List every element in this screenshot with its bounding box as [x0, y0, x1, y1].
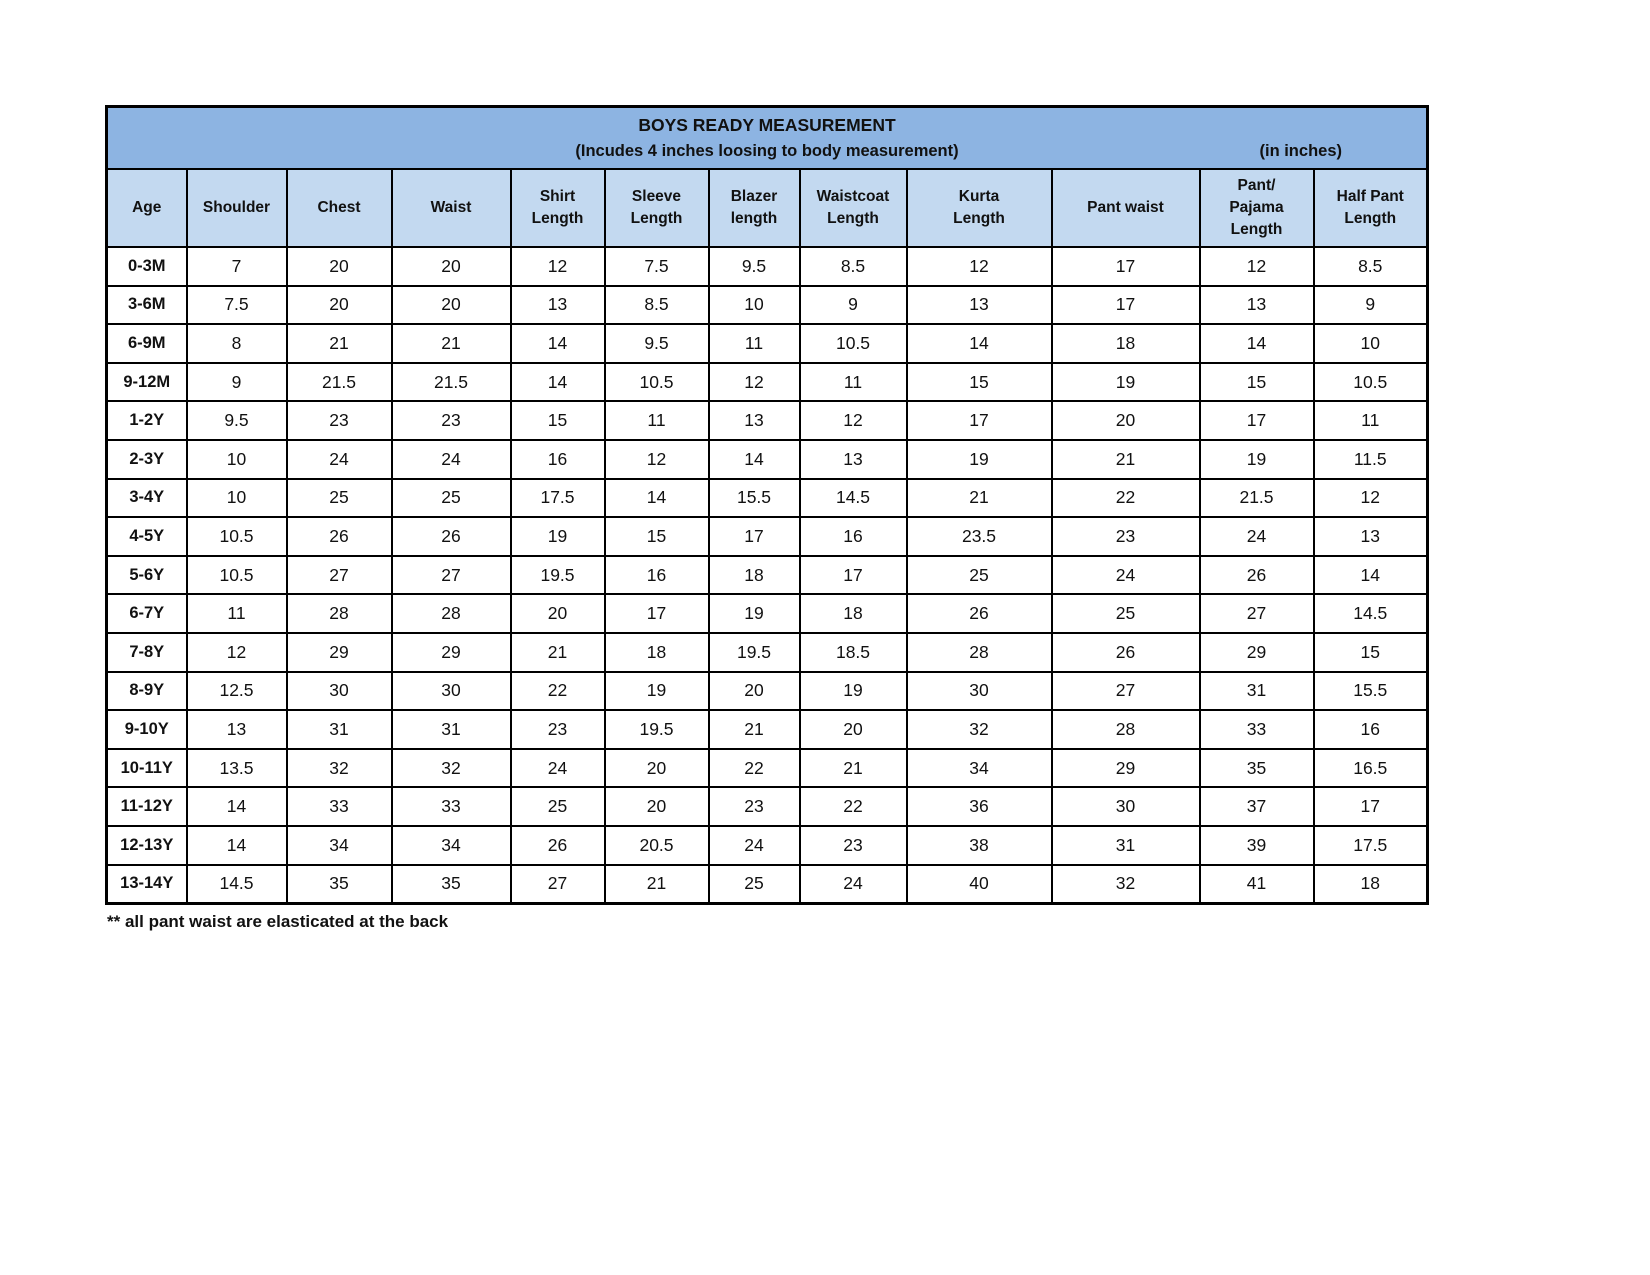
measurement-cell: 19	[1052, 363, 1200, 402]
measurement-cell: 10.5	[187, 517, 287, 556]
measurement-cell: 23	[511, 710, 605, 749]
measurement-cell: 20	[511, 594, 605, 633]
measurement-cell: 16	[605, 556, 709, 595]
measurement-cell: 8.5	[605, 286, 709, 325]
measurement-cell: 14	[511, 363, 605, 402]
measurement-cell: 18.5	[800, 633, 907, 672]
measurement-cell: 35	[1200, 749, 1314, 788]
measurement-cell: 15.5	[709, 479, 800, 518]
measurement-cell: 20	[605, 787, 709, 826]
measurement-cell: 23	[1052, 517, 1200, 556]
measurement-cell: 28	[907, 633, 1052, 672]
measurement-cell: 20	[800, 710, 907, 749]
measurement-cell: 21	[605, 865, 709, 904]
measurement-cell: 15	[907, 363, 1052, 402]
measurement-cell: 28	[287, 594, 392, 633]
measurement-cell: 18	[605, 633, 709, 672]
measurement-cell: 14	[511, 324, 605, 363]
row-header-age: 1-2Y	[107, 401, 187, 440]
measurement-cell: 17.5	[1314, 826, 1428, 865]
measurement-cell: 20	[1052, 401, 1200, 440]
row-header-age: 12-13Y	[107, 826, 187, 865]
measurement-cell: 11	[800, 363, 907, 402]
measurement-cell: 19	[511, 517, 605, 556]
measurement-cell: 40	[907, 865, 1052, 904]
table-row	[107, 749, 1428, 788]
measurement-cell: 24	[287, 440, 392, 479]
measurement-cell: 14	[187, 826, 287, 865]
measurement-cell: 9.5	[187, 401, 287, 440]
row-header-age: 3-6M	[107, 286, 187, 325]
measurement-cell: 32	[287, 749, 392, 788]
measurement-table	[105, 105, 1429, 905]
table-row	[107, 401, 1428, 440]
measurement-cell: 19.5	[511, 556, 605, 595]
measurement-cell: 37	[1200, 787, 1314, 826]
measurement-cell: 7	[187, 247, 287, 286]
measurement-cell: 25	[392, 479, 511, 518]
measurement-cell: 11	[605, 401, 709, 440]
measurement-cell: 29	[287, 633, 392, 672]
measurement-cell: 17	[1052, 286, 1200, 325]
measurement-cell: 8	[187, 324, 287, 363]
measurement-cell: 11.5	[1314, 440, 1428, 479]
measurement-cell: 13	[907, 286, 1052, 325]
measurement-cell: 20	[287, 247, 392, 286]
column-header-row	[107, 169, 1428, 247]
measurement-cell: 34	[287, 826, 392, 865]
col-header-shoulder: Shoulder	[187, 169, 287, 247]
measurement-cell: 30	[392, 672, 511, 711]
measurement-cell: 20	[605, 749, 709, 788]
col-header-pajama: Pant/ Pajama Length	[1200, 169, 1314, 247]
table-row	[107, 440, 1428, 479]
col-header-waist: Waist	[392, 169, 511, 247]
unit-note: (in inches)	[1259, 142, 1342, 161]
measurement-cell: 24	[392, 440, 511, 479]
measurement-cell: 28	[1052, 710, 1200, 749]
measurement-cell: 13	[1200, 286, 1314, 325]
measurement-cell: 21	[287, 324, 392, 363]
measurement-cell: 27	[287, 556, 392, 595]
footnote: ** all pant waist are elasticated at the back	[107, 912, 449, 932]
measurement-cell: 13.5	[187, 749, 287, 788]
measurement-cell: 15	[1314, 633, 1428, 672]
measurement-cell: 14	[187, 787, 287, 826]
measurement-cell: 31	[1200, 672, 1314, 711]
table-title: BOYS READY MEASUREMENT	[638, 115, 896, 136]
measurement-cell: 29	[392, 633, 511, 672]
measurement-cell: 24	[800, 865, 907, 904]
col-header-pant-waist: Pant waist	[1052, 169, 1200, 247]
measurement-cell: 12	[1200, 247, 1314, 286]
measurement-cell: 39	[1200, 826, 1314, 865]
measurement-cell: 29	[1200, 633, 1314, 672]
measurement-cell: 12	[800, 401, 907, 440]
table-row	[107, 247, 1428, 286]
measurement-cell: 16	[1314, 710, 1428, 749]
measurement-cell: 10	[1314, 324, 1428, 363]
measurement-cell: 13	[800, 440, 907, 479]
measurement-cell: 13	[511, 286, 605, 325]
col-header-half-pant: Half Pant Length	[1314, 169, 1428, 247]
measurement-cell: 23	[800, 826, 907, 865]
measurement-cell: 7.5	[605, 247, 709, 286]
measurement-cell: 12	[1314, 479, 1428, 518]
table-row	[107, 286, 1428, 325]
measurement-cell: 15	[605, 517, 709, 556]
measurement-cell: 20	[709, 672, 800, 711]
measurement-cell: 21	[907, 479, 1052, 518]
row-header-age: 4-5Y	[107, 517, 187, 556]
col-header-sleeve: Sleeve Length	[605, 169, 709, 247]
measurement-cell: 26	[1200, 556, 1314, 595]
measurement-cell: 31	[1052, 826, 1200, 865]
measurement-cell: 17	[1200, 401, 1314, 440]
measurement-cell: 20	[287, 286, 392, 325]
measurement-cell: 14.5	[187, 865, 287, 904]
measurement-cell: 29	[1052, 749, 1200, 788]
measurement-cell: 26	[392, 517, 511, 556]
measurement-cell: 19	[1200, 440, 1314, 479]
measurement-cell: 21	[1052, 440, 1200, 479]
row-header-age: 5-6Y	[107, 556, 187, 595]
measurement-cell: 12	[709, 363, 800, 402]
measurement-cell: 16.5	[1314, 749, 1428, 788]
measurement-cell: 25	[511, 787, 605, 826]
table-row	[107, 517, 1428, 556]
measurement-cell: 13	[187, 710, 287, 749]
measurement-cell: 21	[511, 633, 605, 672]
table-subtitle: (Incudes 4 inches loosing to body measurement)	[575, 142, 959, 161]
measurement-cell: 11	[709, 324, 800, 363]
measurement-cell: 30	[287, 672, 392, 711]
table-row	[107, 556, 1428, 595]
measurement-cell: 17.5	[511, 479, 605, 518]
measurement-cell: 21.5	[1200, 479, 1314, 518]
measurement-cell: 13	[1314, 517, 1428, 556]
table-row	[107, 324, 1428, 363]
table-row	[107, 633, 1428, 672]
title-row	[107, 107, 1428, 170]
measurement-cell: 9.5	[605, 324, 709, 363]
measurement-cell: 32	[392, 749, 511, 788]
measurement-cell: 8.5	[800, 247, 907, 286]
measurement-cell: 23	[392, 401, 511, 440]
measurement-cell: 26	[287, 517, 392, 556]
measurement-cell: 14	[709, 440, 800, 479]
col-header-chest: Chest	[287, 169, 392, 247]
table-row	[107, 787, 1428, 826]
measurement-cell: 19	[907, 440, 1052, 479]
measurement-cell: 9	[187, 363, 287, 402]
measurement-cell: 35	[392, 865, 511, 904]
measurement-cell: 14.5	[1314, 594, 1428, 633]
measurement-cell: 21.5	[392, 363, 511, 402]
title-band	[107, 107, 1428, 170]
measurement-cell: 9	[1314, 286, 1428, 325]
measurement-cell: 25	[287, 479, 392, 518]
measurement-cell: 41	[1200, 865, 1314, 904]
col-header-shirt: Shirt Length	[511, 169, 605, 247]
measurement-cell: 21	[709, 710, 800, 749]
measurement-cell: 14	[907, 324, 1052, 363]
measurement-cell: 28	[392, 594, 511, 633]
measurement-cell: 33	[1200, 710, 1314, 749]
measurement-cell: 23	[709, 787, 800, 826]
measurement-cell: 18	[1314, 865, 1428, 904]
measurement-cell: 17	[800, 556, 907, 595]
measurement-cell: 17	[1314, 787, 1428, 826]
measurement-cell: 18	[709, 556, 800, 595]
col-header-age: Age	[107, 169, 187, 247]
measurement-cell: 19	[605, 672, 709, 711]
measurement-cell: 27	[511, 865, 605, 904]
row-header-age: 6-7Y	[107, 594, 187, 633]
measurement-cell: 15	[511, 401, 605, 440]
measurement-cell: 32	[907, 710, 1052, 749]
measurement-cell: 27	[1200, 594, 1314, 633]
row-header-age: 10-11Y	[107, 749, 187, 788]
measurement-cell: 14	[1200, 324, 1314, 363]
measurement-cell: 17	[907, 401, 1052, 440]
measurement-cell: 21	[392, 324, 511, 363]
measurement-cell: 18	[800, 594, 907, 633]
measurement-cell: 10.5	[1314, 363, 1428, 402]
measurement-cell: 35	[287, 865, 392, 904]
measurement-cell: 10	[709, 286, 800, 325]
measurement-cell: 24	[709, 826, 800, 865]
measurement-cell: 21	[800, 749, 907, 788]
measurement-cell: 18	[1052, 324, 1200, 363]
measurement-cell: 34	[907, 749, 1052, 788]
measurement-cell: 26	[511, 826, 605, 865]
row-header-age: 6-9M	[107, 324, 187, 363]
measurement-cell: 12	[187, 633, 287, 672]
measurement-cell: 14	[605, 479, 709, 518]
measurement-cell: 17	[1052, 247, 1200, 286]
row-header-age: 8-9Y	[107, 672, 187, 711]
measurement-cell: 9	[800, 286, 907, 325]
table-row	[107, 826, 1428, 865]
measurement-cell: 22	[1052, 479, 1200, 518]
measurement-cell: 30	[1052, 787, 1200, 826]
measurement-cell: 12	[907, 247, 1052, 286]
table-row	[107, 594, 1428, 633]
measurement-cell: 36	[907, 787, 1052, 826]
measurement-cell: 9.5	[709, 247, 800, 286]
col-header-waistcoat: Waistcoat Length	[800, 169, 907, 247]
measurement-cell: 19	[709, 594, 800, 633]
measurement-cell: 24	[1052, 556, 1200, 595]
measurement-cell: 33	[392, 787, 511, 826]
measurement-cell: 15	[1200, 363, 1314, 402]
table-row	[107, 865, 1428, 904]
measurement-cell: 20	[392, 286, 511, 325]
measurement-cell: 31	[287, 710, 392, 749]
table-row	[107, 363, 1428, 402]
measurement-cell: 20.5	[605, 826, 709, 865]
measurement-cell: 25	[907, 556, 1052, 595]
measurement-cell: 31	[392, 710, 511, 749]
table-row	[107, 710, 1428, 749]
measurement-cell: 10.5	[187, 556, 287, 595]
measurement-cell: 20	[392, 247, 511, 286]
measurement-cell: 24	[511, 749, 605, 788]
measurement-cell: 19.5	[605, 710, 709, 749]
measurement-cell: 17	[605, 594, 709, 633]
measurement-cell: 16	[511, 440, 605, 479]
measurement-cell: 19	[800, 672, 907, 711]
measurement-cell: 27	[1052, 672, 1200, 711]
measurement-cell: 16	[800, 517, 907, 556]
measurement-cell: 10	[187, 440, 287, 479]
measurement-cell: 33	[287, 787, 392, 826]
measurement-cell: 30	[907, 672, 1052, 711]
measurement-cell: 17	[709, 517, 800, 556]
measurement-cell: 22	[511, 672, 605, 711]
row-header-age: 0-3M	[107, 247, 187, 286]
row-header-age: 9-10Y	[107, 710, 187, 749]
measurement-cell: 27	[392, 556, 511, 595]
col-header-kurta: Kurta Length	[907, 169, 1052, 247]
measurement-cell: 12	[511, 247, 605, 286]
measurement-cell: 24	[1200, 517, 1314, 556]
measurement-cell: 23.5	[907, 517, 1052, 556]
row-header-age: 2-3Y	[107, 440, 187, 479]
measurement-cell: 14	[1314, 556, 1428, 595]
measurement-cell: 22	[800, 787, 907, 826]
measurement-cell: 10.5	[605, 363, 709, 402]
measurement-cell: 25	[1052, 594, 1200, 633]
measurement-cell: 25	[709, 865, 800, 904]
measurement-cell: 8.5	[1314, 247, 1428, 286]
measurement-cell: 12	[605, 440, 709, 479]
measurement-cell: 26	[1052, 633, 1200, 672]
measurement-cell: 11	[187, 594, 287, 633]
col-header-blazer: Blazer length	[709, 169, 800, 247]
measurement-cell: 34	[392, 826, 511, 865]
table-row	[107, 672, 1428, 711]
measurement-cell: 7.5	[187, 286, 287, 325]
measurement-cell: 23	[287, 401, 392, 440]
measurement-cell: 32	[1052, 865, 1200, 904]
measurement-cell: 13	[709, 401, 800, 440]
measurement-cell: 10.5	[800, 324, 907, 363]
measurement-cell: 12.5	[187, 672, 287, 711]
measurement-cell: 22	[709, 749, 800, 788]
measurement-cell: 19.5	[709, 633, 800, 672]
measurement-cell: 38	[907, 826, 1052, 865]
measurement-sheet	[105, 105, 1426, 932]
measurement-cell: 14.5	[800, 479, 907, 518]
measurement-cell: 11	[1314, 401, 1428, 440]
row-header-age: 3-4Y	[107, 479, 187, 518]
row-header-age: 9-12M	[107, 363, 187, 402]
table-row	[107, 479, 1428, 518]
measurement-cell: 26	[907, 594, 1052, 633]
measurement-cell: 21.5	[287, 363, 392, 402]
measurement-cell: 15.5	[1314, 672, 1428, 711]
measurement-cell: 10	[187, 479, 287, 518]
row-header-age: 11-12Y	[107, 787, 187, 826]
row-header-age: 7-8Y	[107, 633, 187, 672]
row-header-age: 13-14Y	[107, 865, 187, 904]
